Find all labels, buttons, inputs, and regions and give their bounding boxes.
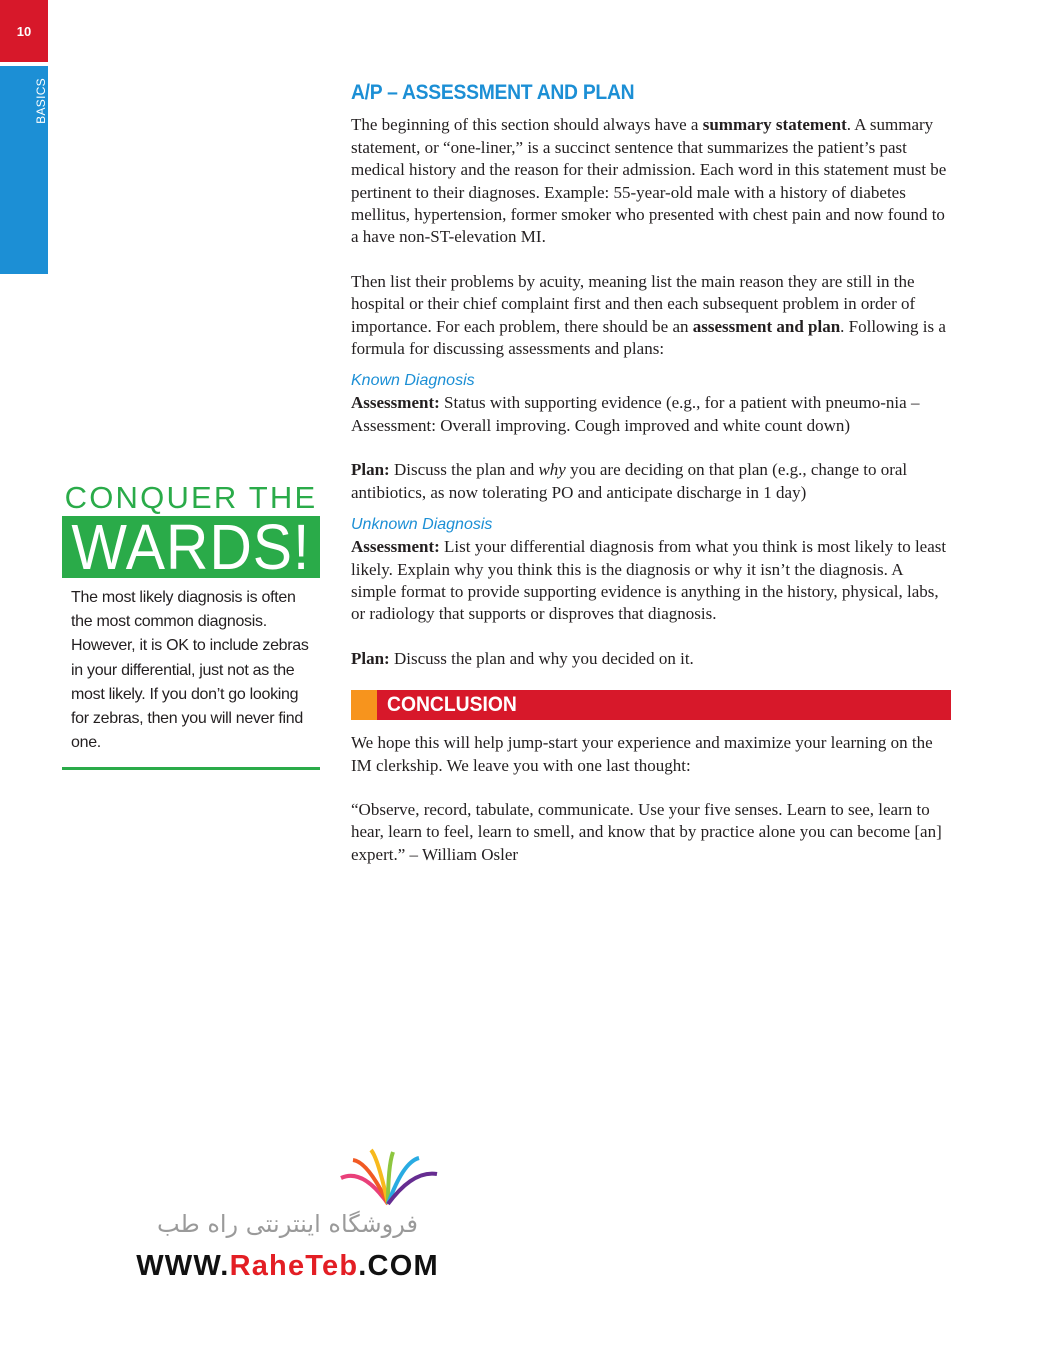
known-assessment xyxy=(351,392,951,437)
bold-term: assessment and plan xyxy=(692,316,841,336)
sidebar-title-main: WARDS! xyxy=(71,516,311,578)
summary-paragraph xyxy=(351,114,951,248)
text-run: Discuss the plan and xyxy=(389,460,539,480)
sidebar-tip-text: The most likely diagnosis is often the most common diagnosis. However, it is OK to include zebras in your differential, just not as the most likely. If you don’t go looking for zebras, then you will never find one. xyxy=(71,589,309,752)
bold-term: summary statement xyxy=(702,115,847,135)
section-tab xyxy=(0,66,48,274)
conclusion-title: CONCLUSION xyxy=(387,692,517,716)
label: Assessment: xyxy=(351,393,440,413)
conclusion-heading-bar xyxy=(351,690,951,720)
label: Plan: xyxy=(351,460,390,480)
label: Assessment: xyxy=(351,537,440,557)
conclusion-paragraph: We hope this will help jump-start your experience and maximize your learning on the IM clerkship. We leave you with one last thought: xyxy=(351,733,933,775)
text-run: List your differential diagnosis from what you think is most likely to least likely. Explain why you think this is the diagnosis or why it isn’t the diagnosis. A simple format to provide supporting evidence is anything in the history, physical, labs, or radiology that supports or disproves that diagnosis. xyxy=(351,537,947,624)
watermark-logo xyxy=(125,1148,450,1288)
main-column xyxy=(351,82,951,866)
sidebar-title-banner xyxy=(62,516,320,578)
watermark-persian-text: فروشگاه اینترنتی راه طب xyxy=(157,1210,418,1238)
text-run: . Following is a formula for discussing assessments and plans: xyxy=(351,316,946,359)
watermark-url xyxy=(125,1250,450,1283)
known-diagnosis-subheading: Known Diagnosis xyxy=(351,372,475,390)
heading-accent xyxy=(351,690,377,720)
section-tab-label: BASICS xyxy=(34,78,48,124)
page-number: 10 xyxy=(0,0,48,62)
text-run: . A summary statement, or “one-liner,” is a succinct sentence that summarizes the patient’s past medical history and the reason for their admission. Each word in this statement must be pertinent to their diagnoses. Example: 55-year-old male with a history of diabetes mellitus, hypertension, former smoker who presented with chest pain and now found to a have non-ST-elevation MI. xyxy=(351,115,947,247)
unknown-assessment xyxy=(351,536,951,626)
text-run: The beginning of this section should always have a xyxy=(351,115,703,135)
sidebar-title-top: CONQUER THE xyxy=(64,480,318,515)
problems-paragraph xyxy=(351,271,951,361)
conquer-the-wards-sidebar xyxy=(62,480,320,770)
sidebar-divider xyxy=(62,767,320,770)
known-plan xyxy=(351,459,951,504)
url-brand: RaheTeb xyxy=(229,1250,359,1282)
text-run: Discuss the plan and why you decided on it. xyxy=(389,648,694,668)
label: Plan: xyxy=(351,648,390,668)
open-book-icon xyxy=(333,1148,443,1206)
unknown-diagnosis-subheading: Unknown Diagnosis xyxy=(351,516,493,534)
text-run: Status with supporting evidence (e.g., for a patient with pneumo-nia – Assessment: Overall improving. Cough improved and white count down) xyxy=(351,393,920,435)
osler-quote: “Observe, record, tabulate, communicate. Use your five senses. Learn to see, learn to hear, learn to feel, learn to smell, and know that by practice alone you can become [an] expert.” – William Osler xyxy=(351,799,942,864)
url-suffix: .COM xyxy=(358,1250,439,1282)
section-heading: A/P – ASSESSMENT AND PLAN xyxy=(351,81,635,104)
url-prefix: WWW. xyxy=(136,1250,230,1282)
text-run: Then list their problems by acuity, meaning list the main reason they are still in the hospital or their chief complaint first and then each subsequent problem in order of importance. For each problem, there should be an xyxy=(351,271,916,336)
italic-term: why xyxy=(538,460,566,480)
unknown-plan xyxy=(351,648,951,670)
text-run: you are deciding on that plan (e.g., change to oral antibiotics, as now tolerating PO and anticipate discharge in 1 day) xyxy=(351,460,908,502)
